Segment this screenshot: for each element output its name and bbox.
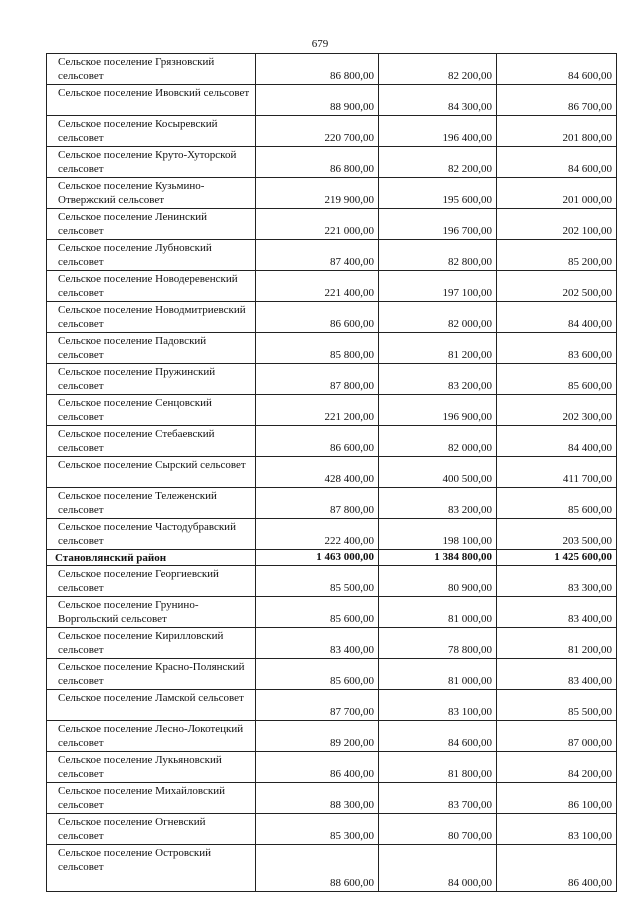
amount-3: 83 100,00 xyxy=(497,814,617,845)
amount-1: 86 400,00 xyxy=(256,752,379,783)
amount-1: 221 200,00 xyxy=(256,395,379,426)
amount-1: 221 400,00 xyxy=(256,271,379,302)
amount-2: 83 200,00 xyxy=(379,488,497,519)
amount-1: 85 800,00 xyxy=(256,333,379,364)
settlement-name: Сельское поселение Круто-Хуторской сельсовет xyxy=(47,147,256,178)
amount-2: 81 800,00 xyxy=(379,752,497,783)
amount-3: 84 600,00 xyxy=(497,54,617,85)
settlement-name: Сельское поселение Косыревский сельсовет xyxy=(47,116,256,147)
settlement-name: Сельское поселение Лукьяновский сельсовет xyxy=(47,752,256,783)
amount-3: 201 000,00 xyxy=(497,178,617,209)
table-row xyxy=(47,271,617,302)
amount-3: 202 300,00 xyxy=(497,395,617,426)
amount-2: 78 800,00 xyxy=(379,628,497,659)
amount-3: 201 800,00 xyxy=(497,116,617,147)
amount-1: 86 600,00 xyxy=(256,302,379,333)
amount-2: 196 900,00 xyxy=(379,395,497,426)
settlement-name: Сельское поселение Сенцовский сельсовет xyxy=(47,395,256,426)
table-row xyxy=(47,457,617,488)
table-row xyxy=(47,395,617,426)
settlement-name: Сельское поселение Георгиевский сельсовет xyxy=(47,566,256,597)
amount-1: 88 900,00 xyxy=(256,85,379,116)
amount-2: 80 900,00 xyxy=(379,566,497,597)
settlement-name: Сельское поселение Грязновский сельсовет xyxy=(47,54,256,85)
amount-2: 82 200,00 xyxy=(379,54,497,85)
district-amount-1: 1 463 000,00 xyxy=(256,550,379,566)
amount-2: 84 300,00 xyxy=(379,85,497,116)
amount-1: 86 600,00 xyxy=(256,426,379,457)
settlement-name: Сельское поселение Новодеревенский сельсовет xyxy=(47,271,256,302)
settlement-name: Сельское поселение Лесно-Локотецкий сельсовет xyxy=(47,721,256,752)
settlement-name: Сельское поселение Грунино-Воргольский сельсовет xyxy=(47,597,256,628)
amount-3: 86 700,00 xyxy=(497,85,617,116)
settlement-name: Сельское поселение Сырский сельсовет xyxy=(47,457,256,488)
amount-2: 83 700,00 xyxy=(379,783,497,814)
amount-1: 87 800,00 xyxy=(256,488,379,519)
table-row xyxy=(47,519,617,550)
table-row xyxy=(47,752,617,783)
amount-2: 84 600,00 xyxy=(379,721,497,752)
table-row xyxy=(47,690,617,721)
table-row xyxy=(47,85,617,116)
amount-3: 85 600,00 xyxy=(497,364,617,395)
amount-3: 85 200,00 xyxy=(497,240,617,271)
settlement-name: Сельское поселение Красно-Полянский сельсовет xyxy=(47,659,256,690)
amount-2: 83 100,00 xyxy=(379,690,497,721)
budget-table xyxy=(46,53,617,892)
amount-1: 83 400,00 xyxy=(256,628,379,659)
amount-2: 196 400,00 xyxy=(379,116,497,147)
settlement-name: Сельское поселение Тележенский сельсовет xyxy=(47,488,256,519)
table-row xyxy=(47,628,617,659)
amount-1: 221 000,00 xyxy=(256,209,379,240)
district-name: Становлянский район xyxy=(47,550,256,566)
settlement-name: Сельское поселение Лубновский сельсовет xyxy=(47,240,256,271)
amount-3: 84 200,00 xyxy=(497,752,617,783)
table-row xyxy=(47,566,617,597)
amount-1: 89 200,00 xyxy=(256,721,379,752)
amount-1: 85 300,00 xyxy=(256,814,379,845)
table-row xyxy=(47,814,617,845)
amount-3: 86 100,00 xyxy=(497,783,617,814)
amount-2: 82 000,00 xyxy=(379,302,497,333)
amount-3: 202 500,00 xyxy=(497,271,617,302)
district-total-row xyxy=(47,550,617,566)
amount-1: 85 600,00 xyxy=(256,659,379,690)
settlement-name: Сельское поселение Кирилловский сельсовет xyxy=(47,628,256,659)
amount-2: 198 100,00 xyxy=(379,519,497,550)
amount-1: 220 700,00 xyxy=(256,116,379,147)
settlement-name: Сельское поселение Огневский сельсовет xyxy=(47,814,256,845)
amount-1: 87 800,00 xyxy=(256,364,379,395)
amount-2: 82 200,00 xyxy=(379,147,497,178)
amount-2: 400 500,00 xyxy=(379,457,497,488)
amount-2: 195 600,00 xyxy=(379,178,497,209)
amount-2: 81 000,00 xyxy=(379,597,497,628)
settlement-name: Сельское поселение Кузьмино-Отвержский сельсовет xyxy=(47,178,256,209)
amount-1: 87 400,00 xyxy=(256,240,379,271)
amount-2: 197 100,00 xyxy=(379,271,497,302)
amount-3: 84 600,00 xyxy=(497,147,617,178)
table-row xyxy=(47,116,617,147)
table-row xyxy=(47,302,617,333)
table-row xyxy=(47,426,617,457)
district-amount-3: 1 425 600,00 xyxy=(497,550,617,566)
amount-1: 222 400,00 xyxy=(256,519,379,550)
table-row xyxy=(47,845,617,892)
table-row xyxy=(47,659,617,690)
amount-3: 84 400,00 xyxy=(497,302,617,333)
amount-2: 84 000,00 xyxy=(379,845,497,892)
settlement-name: Сельское поселение Частодубравский сельсовет xyxy=(47,519,256,550)
amount-2: 196 700,00 xyxy=(379,209,497,240)
settlement-name: Сельское поселение Островский сельсовет xyxy=(47,845,256,892)
settlement-name: Сельское поселение Ивовский сельсовет xyxy=(47,85,256,116)
settlement-name: Сельское поселение Ленинский сельсовет xyxy=(47,209,256,240)
amount-1: 88 300,00 xyxy=(256,783,379,814)
settlement-name: Сельское поселение Ламской сельсовет xyxy=(47,690,256,721)
amount-2: 83 200,00 xyxy=(379,364,497,395)
amount-3: 83 600,00 xyxy=(497,333,617,364)
table-row xyxy=(47,364,617,395)
district-amount-2: 1 384 800,00 xyxy=(379,550,497,566)
amount-3: 85 500,00 xyxy=(497,690,617,721)
amount-2: 81 200,00 xyxy=(379,333,497,364)
amount-1: 428 400,00 xyxy=(256,457,379,488)
amount-3: 84 400,00 xyxy=(497,426,617,457)
amount-3: 81 200,00 xyxy=(497,628,617,659)
amount-1: 86 800,00 xyxy=(256,147,379,178)
amount-3: 85 600,00 xyxy=(497,488,617,519)
settlement-name: Сельское поселение Падовский сельсовет xyxy=(47,333,256,364)
settlement-name: Сельское поселение Михайловский сельсовет xyxy=(47,783,256,814)
amount-1: 86 800,00 xyxy=(256,54,379,85)
amount-3: 411 700,00 xyxy=(497,457,617,488)
amount-1: 85 500,00 xyxy=(256,566,379,597)
settlement-name: Сельское поселение Новодмитриевский сельсовет xyxy=(47,302,256,333)
amount-1: 87 700,00 xyxy=(256,690,379,721)
table-row xyxy=(47,721,617,752)
amount-2: 80 700,00 xyxy=(379,814,497,845)
amount-3: 87 000,00 xyxy=(497,721,617,752)
amount-3: 83 400,00 xyxy=(497,659,617,690)
page-number: 679 xyxy=(311,38,329,50)
table-row xyxy=(47,783,617,814)
table-row xyxy=(47,209,617,240)
amount-2: 82 800,00 xyxy=(379,240,497,271)
settlement-name: Сельское поселение Пружинский сельсовет xyxy=(47,364,256,395)
amount-3: 203 500,00 xyxy=(497,519,617,550)
amount-3: 83 300,00 xyxy=(497,566,617,597)
table-row xyxy=(47,178,617,209)
table-row xyxy=(47,597,617,628)
amount-1: 85 600,00 xyxy=(256,597,379,628)
amount-1: 219 900,00 xyxy=(256,178,379,209)
amount-3: 86 400,00 xyxy=(497,845,617,892)
settlement-name: Сельское поселение Стебаевский сельсовет xyxy=(47,426,256,457)
amount-3: 202 100,00 xyxy=(497,209,617,240)
amount-2: 82 000,00 xyxy=(379,426,497,457)
amount-3: 83 400,00 xyxy=(497,597,617,628)
table-row xyxy=(47,333,617,364)
table-row xyxy=(47,54,617,85)
table-row xyxy=(47,147,617,178)
amount-1: 88 600,00 xyxy=(256,845,379,892)
table-row xyxy=(47,240,617,271)
table-row xyxy=(47,488,617,519)
amount-2: 81 000,00 xyxy=(379,659,497,690)
